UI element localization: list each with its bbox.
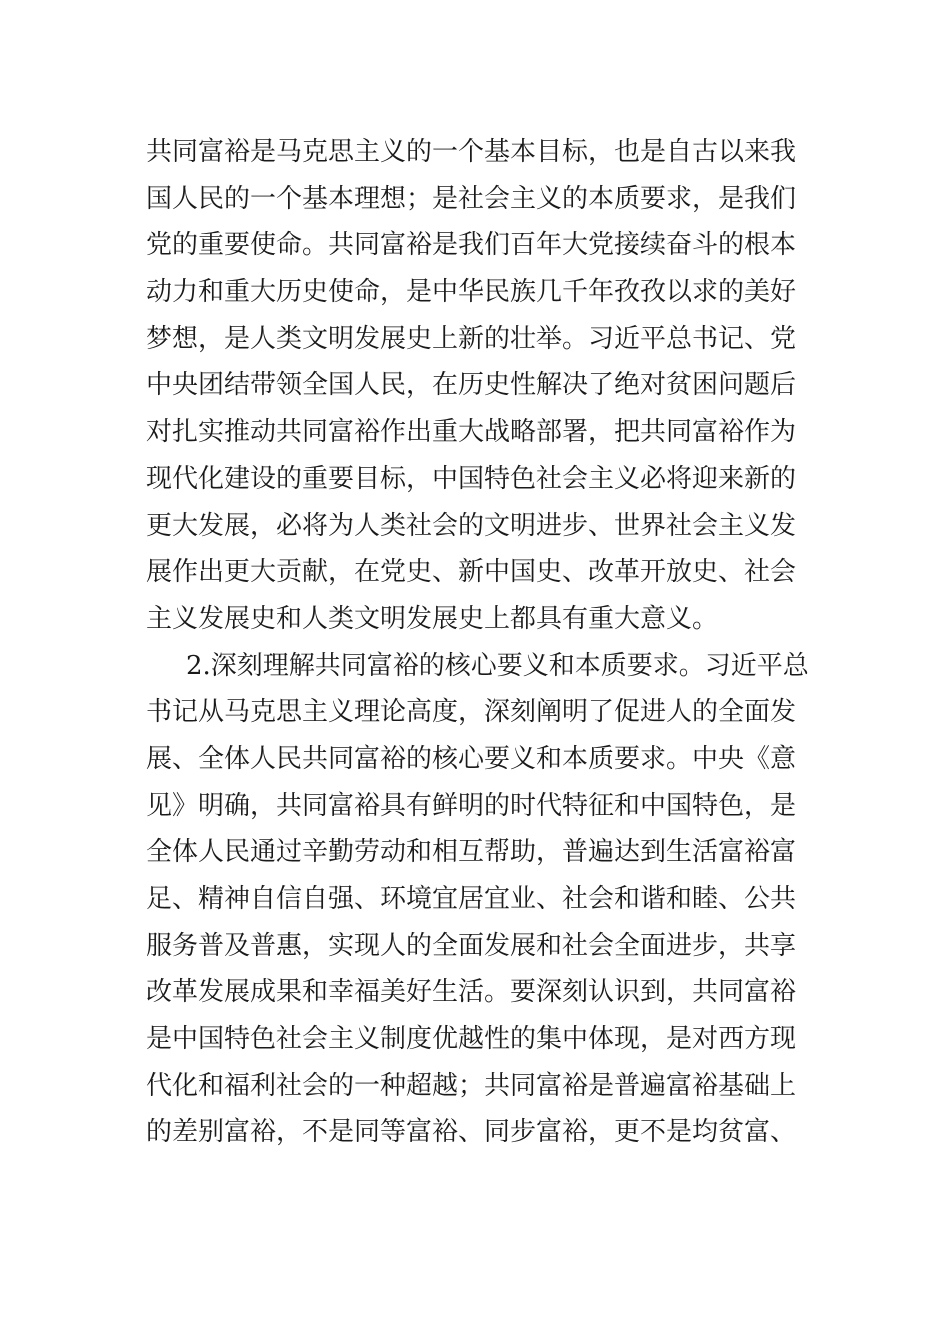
text-line: 动力和重大历史使命，是中华民族几千年孜孜以求的美好 (146, 277, 797, 308)
text-line: 共同富裕是马克思主义的一个基本目标，也是自古以来我 (146, 137, 797, 167)
text-line: 主义发展史和人类文明发展史上都具有重大意义。 (146, 603, 719, 634)
text-line: 代化和福利社会的一种超越；共同富裕是普遍富裕基础上 (146, 1070, 797, 1101)
paragraph-1 (146, 129, 816, 643)
text-line: 2.深刻理解共同富裕的核心要义和本质要求。习近平总 (186, 650, 809, 681)
text-line: 书记从马克思主义理论高度，深刻阐明了促进人的全面发 (146, 697, 797, 728)
text-line: 足、精神自信自强、环境宜居宜业、社会和谐和睦、公共 (146, 884, 797, 914)
text-line: 服务普及普惠，实现人的全面发展和社会全面进步，共享 (146, 930, 797, 961)
text-line: 对扎实推动共同富裕作出重大战略部署，把共同富裕作为 (146, 417, 797, 448)
text-line: 是中国特色社会主义制度优越性的集中体现，是对西方现 (146, 1024, 797, 1055)
paragraph-2 (146, 643, 816, 1157)
text-line: 现代化建设的重要目标，中国特色社会主义必将迎来新的 (146, 463, 797, 494)
text-line: 改革发展成果和幸福美好生活。要深刻认识到，共同富裕 (146, 977, 797, 1008)
text-line: 展作出更大贡献，在党史、新中国史、改革开放史、社会 (146, 557, 797, 588)
text-line: 党的重要使命。共同富裕是我们百年大党接续奋斗的根本 (146, 230, 797, 261)
document-body (146, 129, 816, 1156)
text-line: 国人民的一个基本理想；是社会主义的本质要求，是我们 (146, 183, 797, 214)
text-line: 全体人民通过辛勤劳动和相互帮助，普遍达到生活富裕富 (146, 837, 797, 868)
text-line: 中央团结带领全国人民，在历史性解决了绝对贫困问题后 (146, 370, 797, 401)
text-line: 的差别富裕，不是同等富裕、同步富裕，更不是均贫富、 (146, 1117, 797, 1148)
text-line: 展、全体人民共同富裕的核心要义和本质要求。中央《意 (146, 743, 797, 774)
text-line: 更大发展，必将为人类社会的文明进步、世界社会主义发 (146, 510, 797, 541)
text-line: 见》明确，共同富裕具有鲜明的时代特征和中国特色，是 (146, 790, 797, 821)
text-line: 梦想，是人类文明发展史上新的壮举。习近平总书记、党 (146, 323, 797, 354)
